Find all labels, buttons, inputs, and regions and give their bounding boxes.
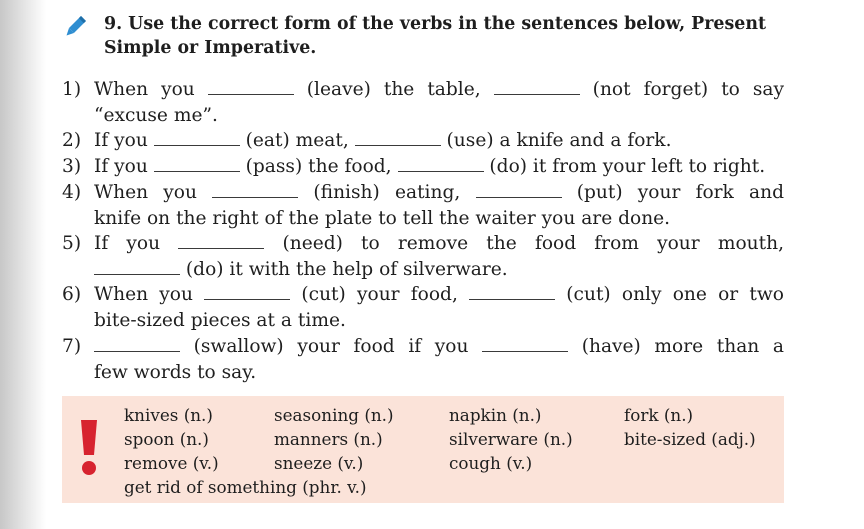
pencil-icon [62, 14, 88, 40]
exercise-header [104, 12, 794, 60]
sentence-line [94, 128, 784, 154]
sentence-text: (swallow) your food if you [180, 336, 483, 357]
answer-blank[interactable] [398, 156, 484, 172]
sentence-text: (need) to remove the food from your mouth, [264, 233, 784, 254]
exercise-item [62, 282, 784, 334]
exercise-item [62, 77, 784, 129]
answer-blank[interactable] [212, 182, 298, 198]
sentence-text: If you [94, 233, 179, 254]
sentence-line [94, 77, 784, 103]
sentence-text: When you [94, 79, 208, 100]
sentence-line [94, 103, 784, 129]
answer-blank[interactable] [94, 336, 180, 352]
sentence-text: If you [94, 130, 154, 151]
sentence-text: (have) more than a [568, 336, 784, 357]
sentence-line [94, 308, 784, 334]
sentence-text: When you [94, 284, 205, 305]
sentence-text: (finish) eating, [298, 182, 476, 203]
vocabulary-term: knives (n.) [124, 405, 213, 425]
sentence-text: (do) it from your left to right. [483, 156, 766, 177]
exercise-item [62, 334, 784, 386]
page-edge-shadow [0, 0, 46, 529]
item-number: 3) [62, 156, 82, 177]
answer-blank[interactable] [178, 233, 264, 249]
sentence-text: (do) it with the help of silverware. [180, 259, 508, 280]
sentence-text: knife on the right of the plate to tell the waiter you are done. [94, 208, 671, 229]
vocabulary-term: silverware (n.) [449, 429, 573, 449]
answer-blank[interactable] [469, 284, 555, 300]
vocabulary-term: sneeze (v.) [274, 453, 364, 473]
sentence-text: (put) your fork and [561, 182, 784, 203]
vocabulary-term: fork (n.) [624, 405, 694, 425]
sentence-text: (not forget) to say [579, 79, 785, 100]
answer-blank[interactable] [482, 336, 568, 352]
exercise-item [62, 180, 784, 232]
sentence-text: (use) a knife and a fork. [440, 130, 672, 151]
exercise-number: 9. [104, 14, 123, 34]
sentence-line [94, 257, 784, 283]
answer-blank[interactable] [355, 130, 441, 146]
answer-blank[interactable] [204, 284, 290, 300]
item-number: 1) [62, 79, 82, 100]
exercise-item [62, 154, 784, 180]
exercise-item [62, 128, 784, 154]
instruction-line-1: Use the correct form of the verbs in the sentences below, Present [128, 14, 767, 34]
sentence-text: If you [94, 156, 154, 177]
answer-blank[interactable] [154, 130, 240, 146]
sentence-text: (cut) your food, [290, 284, 470, 305]
sentence-line [94, 282, 784, 308]
sentence-line [94, 154, 784, 180]
sentence-text: (pass) the food, [239, 156, 398, 177]
item-number: 7) [62, 336, 82, 357]
item-number: 5) [62, 233, 82, 254]
vocabulary-term: manners (n.) [274, 429, 383, 449]
sentence-line [94, 231, 784, 257]
vocabulary-term: spoon (n.) [124, 429, 209, 449]
answer-blank[interactable] [208, 79, 294, 95]
vocabulary-term: seasoning (n.) [274, 405, 394, 425]
vocabulary-term: bite-sized (adj.) [624, 429, 756, 449]
sentence-line [94, 360, 784, 386]
instruction-line-2: Simple or Imperative. [104, 38, 317, 58]
answer-blank[interactable] [154, 156, 240, 172]
sentence-text: bite-sized pieces at a time. [94, 310, 346, 331]
sentence-line [94, 206, 784, 232]
sentence-line [94, 334, 784, 360]
item-number: 6) [62, 284, 82, 305]
sentence-line [94, 180, 784, 206]
item-number: 2) [62, 130, 82, 151]
sentence-text: When you [94, 182, 213, 203]
vocabulary-term: napkin (n.) [449, 405, 542, 425]
answer-blank[interactable] [494, 79, 580, 95]
item-number: 4) [62, 182, 82, 203]
exercise-item [62, 231, 784, 283]
sentence-text: (eat) meat, [239, 130, 355, 151]
answer-blank[interactable] [94, 259, 180, 275]
sentence-text: (leave) the table, [293, 79, 494, 100]
vocabulary-term: get rid of something (phr. v.) [124, 477, 367, 497]
vocabulary-term: cough (v.) [449, 453, 533, 473]
vocabulary-box [62, 396, 784, 503]
exclamation-icon [78, 420, 100, 476]
sentence-text: (cut) only one or two [555, 284, 784, 305]
sentence-text: few words to say. [94, 362, 257, 383]
vocabulary-term: remove (v.) [124, 453, 219, 473]
answer-blank[interactable] [476, 182, 562, 198]
sentence-text: “excuse me”. [94, 105, 218, 126]
